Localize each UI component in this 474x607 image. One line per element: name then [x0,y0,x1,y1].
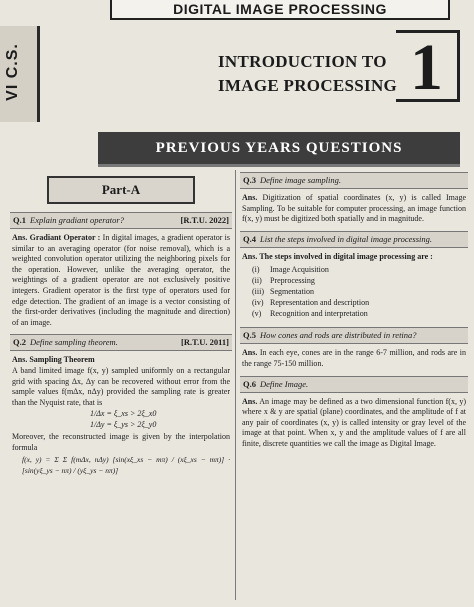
list-item: (v) Recognition and interpretation [252,309,368,319]
interpolation-formula: f(x, y) = Σ Σ f(mΔx, nΔy) [sin(xξ_xs − mπ) / (xξ_xs − mπ)] · [sin(yξ_ys − nπ) / (yξ_ys − nπ)] [22,454,230,475]
steps-list [242,262,466,321]
answer-text: The steps involved in digital image processing are : [259,251,433,261]
part-label: Part-A [47,176,195,204]
section-banner: PREVIOUS YEARS QUESTIONS [98,132,460,164]
chapter-title [218,50,398,98]
answer-label: Ans. [242,348,258,358]
question-text: List the steps involved in digital image processing. [260,233,433,244]
answer-label: Ans. [12,233,28,242]
running-head: DIGITAL IMAGE PROCESSING [110,0,450,20]
list-item: (ii) Preprocessing [252,276,315,286]
answer-label: Ans. [242,251,258,261]
question-reference: [R.T.U. 2022] [180,215,229,225]
nyquist-formula-x: 1/Δx = ξ_xs > 2ξ_x0 [90,409,157,419]
answer-5 [240,344,468,375]
answer-text: A band limited image f(x, y) sampled uniformly on a rectangular grid with spacing Δx, Δy can be recovered without error from the sample values f(mΔx, nΔy) provided the sampling rate is greater than the Nyquist rate, that is [12,365,230,407]
answer-text: An image may be defined as a two dimensional function f(x, y) where x & y are spatial (plane) coordinates, and the amplitude of f at any pair of coordinates (x, y) is called intensity or gray level of the image at that point. When x, y and the amplitude values of f are all finite, discrete quantities we call the image as Digital Image. [242,396,467,448]
left-column [10,170,232,482]
question-number: Q.6 [243,378,256,389]
answer-label: Ans. [12,355,28,365]
question-4 [240,231,468,248]
question-reference: [R.T.U. 2011] [180,337,229,348]
question-3 [240,172,468,189]
answer-6 [240,393,468,456]
question-number: Q.2 [13,337,26,348]
answer-label: Ans. [242,396,258,406]
list-item: (i) Image Acquisition [252,265,329,275]
chapter-title-line2: IMAGE PROCESSING [218,76,398,95]
side-tab [0,26,40,122]
answer-2 [10,351,232,481]
column-divider [235,170,236,600]
chapter-number: 1 [396,30,460,102]
answer-label: Ans. [242,193,258,202]
answer-text-2: Moreover, the reconstructed image is given by the interpolation formula [12,432,230,452]
question-number: Q.5 [243,330,256,341]
side-tab-label: VI C.S. [4,43,21,101]
answer-4 [240,248,468,328]
chapter-title-line1: INTRODUCTION TO [218,52,387,71]
answer-text: In each eye, cones are in the range 6-7 million, and rods are in the range 75-150 million. [242,348,466,368]
list-item: (iii) Segmentation [252,287,314,297]
answer-1 [10,229,232,334]
question-number: Q.3 [243,175,256,185]
answer-text: In digital images, a gradient operator is similar to an averaging operator (for noise removal), which is a weighted convolution operator utilizing the neighboring pixels for the operation. However, unlike the averaging operator, the weightings of a gradient operator are not exclusively positive integers. Gradient operator is the first type of operators used for edge detection. The gradient of an image is a vector consisting of the first-order derivatives (including the magnitude and direction) of an image. [12,233,231,327]
question-1 [10,212,232,229]
answer-term: Gradiant Operator : [29,233,101,242]
answer-term: Sampling Theorem [29,355,95,365]
question-text: Explain gradiant operator? [30,215,124,225]
question-text: Define image sampling. [260,175,341,185]
question-text: Define Image. [260,378,309,389]
question-2 [10,334,232,351]
list-item: (iv) Representation and description [252,298,370,308]
answer-text: Digitization of spatial coordinates (x, y) is called Image Sampling. To be suitable for computer processing, an image function f(x, y) must be digitized both spatially and in magnitude. [242,193,466,224]
answer-3 [240,189,468,231]
question-6 [240,376,468,393]
question-5 [240,327,468,344]
question-text: Define sampling theorem. [30,337,118,348]
nyquist-formula-y: 1/Δy = ξ_ys > 2ξ_y0 [90,420,157,430]
question-text: How cones and rods are distributed in retina? [260,330,417,341]
question-number: Q.4 [243,233,256,244]
right-column [240,170,468,456]
question-number: Q.1 [13,215,26,225]
